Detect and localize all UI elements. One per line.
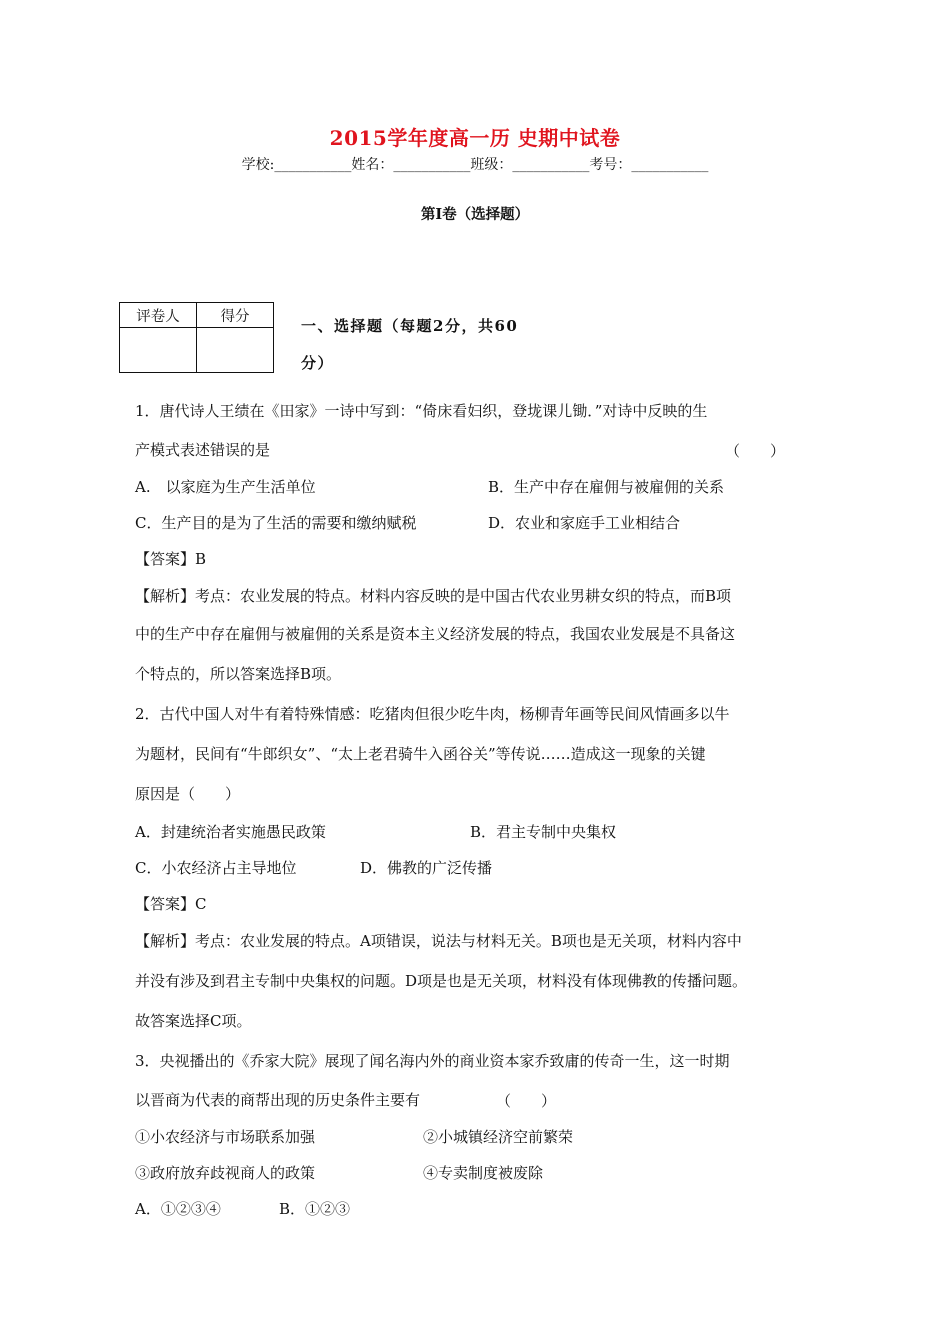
q3-item-2: ②小城镇经济空前繁荣 [423, 1128, 574, 1146]
q2-explanation: 【解析】考点：农业发展的特点。A项错误，说法与材料无关。B项也是无关项，材料内容中 [135, 932, 742, 950]
q2-option-a: A．封建统治者实施愚民政策 [135, 823, 326, 841]
section-heading: 一、选择题（每题2分，共60 [301, 317, 519, 335]
q1-explanation: 【解析】考点：农业发展的特点。材料内容反映的是中国古代农业男耕女织的特点，而B项 [135, 587, 732, 605]
q1-explanation-cont: 中的生产中存在雇佣与被雇佣的关系是资本主义经济发展的特点，我国农业发展是不具备这 [135, 625, 736, 643]
exam-title: 2015学年度高一历 史期中试卷 [329, 126, 621, 150]
q2-stem-end: 原因是（ ） [135, 785, 241, 803]
q3-item-4: ④专卖制度被废除 [423, 1164, 544, 1182]
q3-stem: 3．央视播出的《乔家大院》展现了闻名海内外的商业资本家乔致庸的传奇一生，这一时期 [135, 1052, 730, 1070]
q1-option-a: A. 以家庭为生产生活单位 [135, 478, 316, 496]
section-heading-cont: 分） [301, 354, 335, 372]
q1-option-d: D．农业和家庭手工业相结合 [488, 514, 681, 532]
q1-explanation-end: 个特点的，所以答案选择B项。 [135, 665, 342, 683]
q2-answer: 【答案】C [135, 895, 207, 913]
part-title: 第I卷（选择题） [420, 206, 530, 223]
q2-stem-cont: 为题材，民间有“牛郎织女”、“太上老君骑牛入函谷关”等传说……造成这一现象的关键 [135, 745, 706, 763]
q1-option-b: B．生产中存在雇佣与被雇佣的关系 [488, 478, 725, 496]
q3-stem-cont: 以晋商为代表的商帮出现的历史条件主要有 [135, 1091, 421, 1109]
q2-stem: 2．古代中国人对牛有着特殊情感：吃猪肉但很少吃牛肉，杨柳青年画等民间风情画多以牛 [135, 705, 730, 723]
q2-explanation-cont: 并没有涉及到君主专制中央集权的问题。D项是也是无关项，材料没有体现佛教的传播问题。 [135, 972, 748, 990]
q3-item-1: ①小农经济与市场联系加强 [135, 1128, 316, 1146]
grader-cell [120, 328, 197, 373]
q1-answer: 【答案】B [135, 550, 207, 568]
q2-option-b: B．君主专制中央集权 [470, 823, 617, 841]
student-info-line: 学校:___________姓名：___________班级：___________考号：___________ [241, 157, 709, 173]
q3-option-a: A．①②③④ [135, 1200, 221, 1218]
q3-item-3: ③政府放弃歧视商人的政策 [135, 1164, 316, 1182]
q2-option-c: C．小农经济占主导地位 [135, 859, 297, 877]
score-cell [197, 328, 274, 373]
score-header: 得分 [197, 303, 274, 328]
q2-explanation-end: 故答案选择C项。 [135, 1012, 252, 1030]
q3-answer-blank: （ ） [496, 1092, 557, 1110]
q2-option-d: D．佛教的广泛传播 [360, 859, 493, 877]
q1-answer-blank: （ ） [725, 442, 786, 460]
q1-option-c: C．生产目的是为了生活的需要和缴纳赋税 [135, 514, 417, 532]
grader-header: 评卷人 [120, 303, 197, 328]
score-table [119, 302, 274, 373]
q3-option-b: B．①②③ [279, 1200, 351, 1218]
q1-stem-cont: 产模式表述错误的是 [135, 441, 271, 459]
q1-stem: 1．唐代诗人王绩在《田家》一诗中写到：“倚床看妇织，登垅课儿锄．”对诗中反映的生 [135, 402, 708, 420]
